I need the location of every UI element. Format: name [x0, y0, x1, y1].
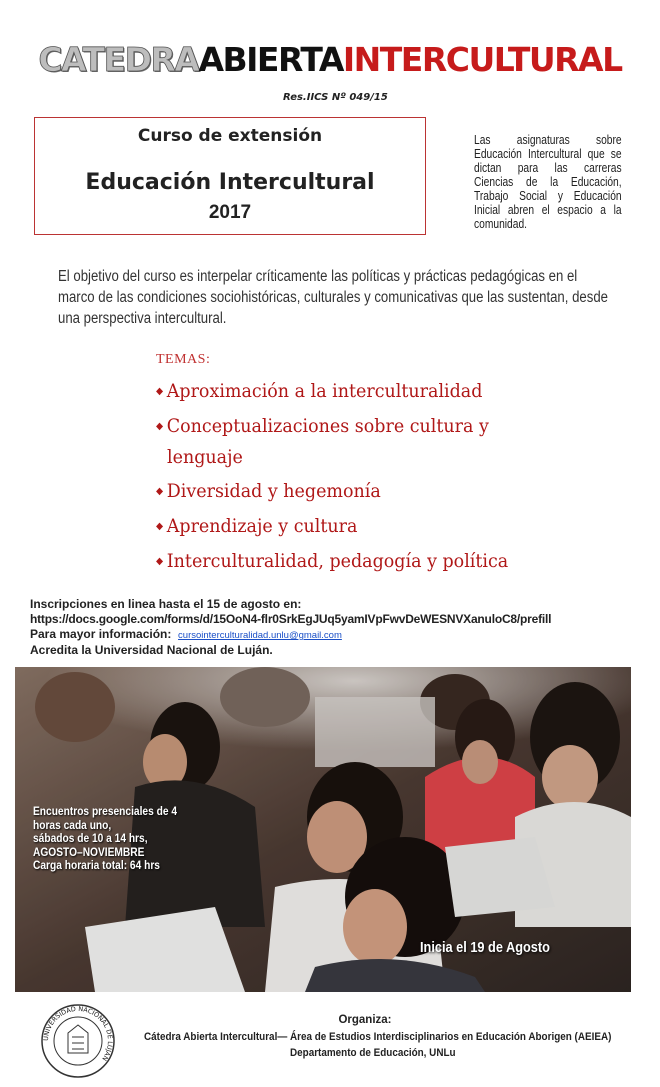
topic-item: ◆ Aprendizaje y cultura	[156, 515, 358, 537]
topic-item: ◆ Interculturalidad, pedagogía y política	[156, 550, 509, 572]
info-label: Para mayor información:	[30, 627, 172, 641]
organizer-title: Organiza:	[338, 1014, 392, 1026]
header-word-intercultural: INTERCULTURAL	[342, 40, 622, 79]
bullet-icon: ◆	[156, 386, 164, 397]
inscription-deadline: Inscripciones en linea hasta el 15 de agosto en:	[30, 597, 302, 611]
topic-item: ◆ Aproximación a la interculturalidad	[156, 380, 483, 402]
form-url[interactable]: https://docs.google.com/forms/d/15OoN4-flr0SrkEgJUq5yamIVpFwvDeWESNVXanuloC8/prefill	[30, 612, 552, 626]
bullet-icon: ◆	[156, 521, 164, 532]
side-note: Las asignaturas sobre Educación Intercultural que se dictan para las carreras Ciencias de la Educación, Trabajo Social y Educación Inicial abren el espacio a la comunidad.	[474, 133, 622, 231]
start-date: Inicia el 19 de Agosto	[420, 939, 550, 956]
classroom-photo	[15, 667, 631, 992]
course-kind: Curso de extensión	[137, 126, 323, 146]
info-line	[30, 627, 650, 643]
header-word-abierta: ABIERTA	[198, 40, 343, 79]
schedule-text: Encuentros presenciales de 4 horas cada uno, sábados de 10 a 14 hrs, AGOSTO–NOVIEMBRE Carga horaria total: 64 hrs	[33, 804, 177, 872]
organizer-line-1: Cátedra Abierta Intercultural— Área de Estudios Interdisciplinarios en Educación Aborigen (AEIEA)	[144, 1031, 612, 1043]
organizer-line-2: Departamento de Educación, UNLu	[290, 1047, 456, 1059]
topic-item-continuation: lenguaje	[167, 446, 243, 468]
bullet-icon: ◆	[156, 556, 164, 567]
objective-paragraph: El objetivo del curso es interpelar críticamente las políticas y prácticas pedagógicas en el marco de las condiciones sociohistóricas, culturales y comunicativas que las sustentan, desde una perspectiva intercultural.	[58, 268, 608, 327]
header-title	[0, 40, 660, 79]
topics-list	[156, 352, 576, 579]
svg-text:UNIVERSIDAD NACIONAL DE LUJAN: UNIVERSIDAD NACIONAL DE LUJAN	[41, 1004, 115, 1063]
bullet-icon: ◆	[156, 486, 164, 497]
contact-email-link[interactable]: cursointerculturalidad.unlu@gmail.com	[178, 630, 342, 641]
topics-title: TEMAS:	[156, 352, 211, 367]
resolution-number: Res.IICS Nº 049/15	[283, 92, 388, 103]
header-word-catedra: CATEDRA	[38, 40, 199, 79]
course-box	[34, 117, 426, 235]
topic-item: ◆ Conceptualizaciones sobre cultura y	[156, 415, 489, 437]
inscription-block	[30, 597, 650, 658]
bullet-icon: ◆	[156, 421, 164, 432]
course-year: 2017	[208, 202, 252, 223]
topic-item: ◆ Diversidad y hegemonía	[156, 480, 381, 502]
accreditation-text: Acredita la Universidad Nacional de Luján.	[30, 643, 273, 657]
course-name: Educación Intercultural	[85, 170, 375, 195]
